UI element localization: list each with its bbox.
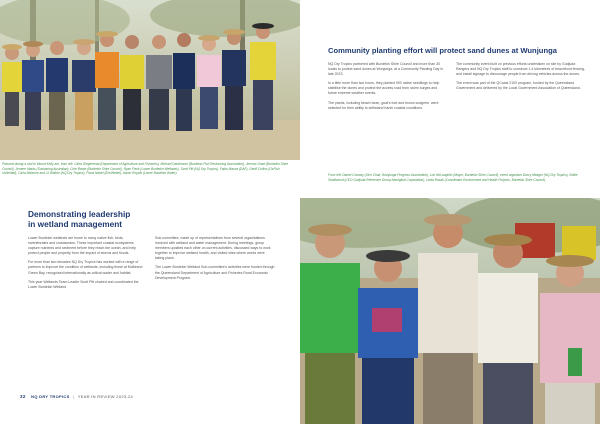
right-col1-paragraph: The plants, including beach bean, goat's foot and brown cudgerie, were selected for their ability to withstand harsh coastal conditions. (328, 100, 439, 110)
group-photo (0, 0, 300, 160)
right-photo-caption: From left: Daniel Conway (Vice Chair, Wunjunga Progress Association), Lori McLaughlin (Mayor, Burdekin Shire Council), event organiser Darcy Meager (NQ Dry Tropics), Eddie Smallwood (CEO Gudjuda Reference Group Aboriginal Corporation), Linda Rosati (Coordinator Environment and Health Projects, Burdekin Shire Council). (328, 173, 578, 182)
right-column-2 (456, 62, 586, 95)
right-col1-paragraph: In a little more than two hours, they planted 900 native seedlings to help stabilise the dunes and protect the access road from storm surges and future extreme weather events. (328, 81, 440, 96)
right-col2-paragraph: The event was part of the QCoast 2100 program, funded by the Queensland Government and delivered by the Local Government Association of Queensland. (456, 81, 581, 91)
left-col1-paragraph: Lower Burdekin wetlands are home to many native fish, birds, invertebrates and crustaceans. These important coastal ecosystems capture nutrients and sediment before they reach the ocean, and help protect people and property from the impact of storms and floods. (28, 236, 136, 256)
footer-separator: | (73, 394, 75, 399)
planting-day-photo-icon (300, 198, 600, 424)
page-footer (20, 394, 133, 399)
left-col1-paragraph: This year Wetlands Team Leader Scott Pitt chaired and coordinated the Lower Burdekin Wetland (28, 279, 139, 289)
left-col1-paragraph: For more than two decades NQ Dry Tropics has worked with a range of partners to improve the condition of wetlands, including those at Mulbrand Green Bay, recognised internationally as critical wader and habitat. (28, 260, 143, 275)
left-column-1 (28, 236, 143, 294)
left-heading-line1: Demonstrating leadership (28, 209, 131, 219)
left-col2-paragraph: Sub-committee, made up of representatives from several organisations involved with wetland and water management. During meetings, group members updated each other on current activities, discussed ways to work together to improve wetland health, and visited sites where works were taking place. (155, 236, 271, 261)
right-section-heading: Community planting effort will protect sand dunes at Wunjunga (328, 46, 557, 55)
left-photo-caption: Pictured during a visit to Mount Kelly are, from left: Cafra Glegerhead (Department of Agriculture and Fisheries), Michael Darbensen (Burdekin Fish Restocking Association), Jemma Grant (Burdekin Shire Council), Jemeer Marks (Sustaining Australian), Cole Bowie (Burdekin Shire Council), Ryan Fleck (Lower Burdekin Wetlands), Scott Pitt (NQ Dry Tropics), Fabio Masca (DAF), Geoff Collins (OzFish Unlimited), Carla Malzone and JJ Walker (NQ Dry Tropics), Fiona Nabet (EnviNebel), Aaron Royale (Lower Burdekin Water). (2, 162, 289, 176)
footer-year-label: YEAR IN REVIEW 2023-24 (77, 394, 134, 399)
left-column-2 (155, 236, 275, 285)
planting-day-photo (300, 198, 600, 424)
right-col2-paragraph: The community event built on previous efforts undertaken on site by Gudjuda Rangers and NQ Dry Tropics staff to construct 1.4 kilometres of beachfront fencing, and install signage to discourage people from driving vehicles across the dunes. (456, 62, 585, 77)
left-section-heading (28, 210, 288, 229)
left-heading-line2: in wetland management (28, 218, 123, 229)
left-col2-paragraph: The Lower Burdekin Wetland Sub-committee's activities were funded through the Queensland Department of Agriculture and Fisheries Rural Economic Development Program. (155, 265, 275, 280)
footer-org: NQ DRY TROPICS (31, 394, 70, 399)
right-column-1 (328, 62, 445, 115)
page-number: 32 (20, 394, 26, 399)
right-col1-paragraph: NQ Dry Tropics partnered with Burdekin Shire Council and more than 30 locals to protect sand dunes at Wunjunga, at a Community Planting Day in late 2023. (328, 62, 444, 77)
group-photo-icon (0, 0, 300, 160)
